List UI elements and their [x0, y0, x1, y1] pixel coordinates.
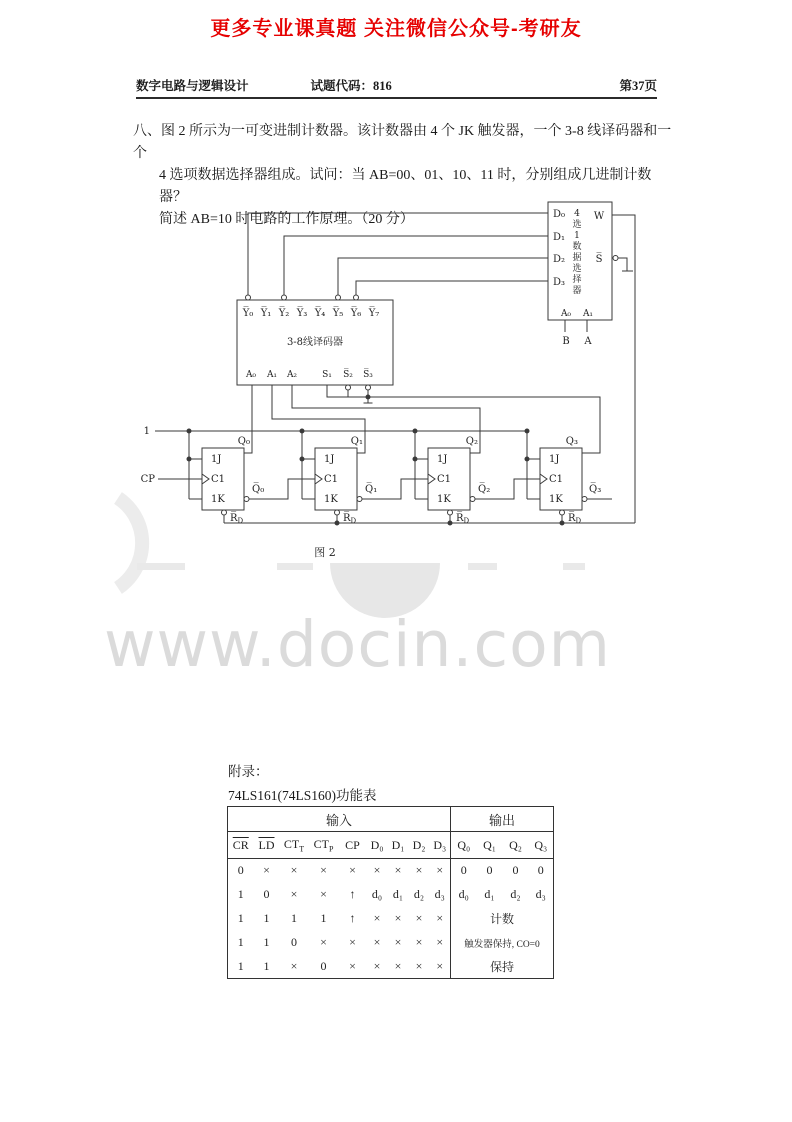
ff2-k-label: 1K — [324, 494, 338, 505]
ff2-j-label: 1J — [324, 454, 335, 465]
col-d1: D₁ — [388, 832, 409, 859]
ff-rd-sub: D — [350, 517, 357, 525]
selector-name-char: 器 — [572, 286, 582, 296]
decoder-a2-label: A₂ — [286, 370, 298, 380]
cell: × — [436, 863, 444, 878]
decoder-y2-label: Y̅₂ — [278, 308, 290, 319]
q3-bar-label: Q̅₃ — [589, 484, 602, 495]
cell: 0 — [291, 935, 297, 949]
col-q1: Q₁ — [477, 832, 503, 859]
appendix-heading — [228, 760, 377, 804]
cell: × — [394, 863, 402, 878]
selector-input-d0-label: D₀ — [553, 209, 566, 220]
function-table — [227, 806, 554, 979]
ff1-k-label: 1K — [211, 494, 225, 505]
cr-label: $\overline{CR}$ — [232, 837, 249, 852]
ff4-c-label: C1 — [549, 474, 564, 485]
ff-rd-base: R̅ — [343, 513, 351, 524]
ld-label: $\overline{LD}$ — [258, 837, 275, 852]
table-row — [228, 907, 554, 931]
selector-addr-a0-label: A₀ — [560, 309, 572, 319]
cell: × — [290, 863, 298, 878]
selector-output-w-label: W — [593, 211, 605, 222]
cell: × — [349, 935, 356, 949]
ff4-rd-label — [568, 512, 582, 525]
decoder-y5-label: Y̅₅ — [332, 308, 344, 319]
selector-name-char: 选 — [572, 220, 582, 230]
header-course-title: 数字电路与逻辑设计 — [136, 79, 249, 93]
cell: 1 — [237, 887, 244, 901]
cell: 0 — [537, 863, 544, 878]
ff1-j-label: 1J — [211, 454, 222, 465]
cell: d₁ — [484, 887, 495, 901]
cell: × — [290, 887, 298, 901]
decoder-y3-label: Y̅₃ — [296, 308, 308, 319]
q1-label: Q₁ — [350, 436, 363, 447]
cell: d₃ — [535, 887, 546, 901]
decoder-y7-label: Y̅₇ — [368, 308, 380, 319]
cell: 1 — [263, 958, 270, 973]
q0-label: Q₀ — [237, 436, 250, 447]
cell: × — [349, 958, 356, 973]
cell: ↑ — [349, 911, 356, 925]
header-page-number: 第37页 — [619, 79, 657, 93]
promo-banner: 更多专业课真题 关注微信公众号-考研友 — [210, 18, 582, 40]
selector-name-char: 1 — [574, 231, 580, 241]
cell: × — [349, 863, 356, 878]
cell: 1 — [263, 911, 270, 925]
table-group-output: 输出 — [451, 807, 554, 832]
cell: 0 — [237, 863, 244, 878]
table-row — [228, 955, 554, 979]
cell: × — [436, 935, 444, 949]
cell: × — [394, 911, 402, 925]
selector-addr-a1-label: A₁ — [582, 309, 594, 319]
ff-rd-base: R̅ — [568, 513, 576, 524]
appendix-title: 附录： — [228, 764, 269, 779]
cell: × — [415, 911, 423, 925]
ff-rd-sub: D — [463, 517, 470, 525]
cell: 1 — [291, 911, 297, 925]
decoder-s1-label: S₁ — [322, 370, 332, 380]
ff3-rd-label — [456, 512, 470, 525]
cell: 1 — [237, 935, 244, 949]
ctt-sub: T — [299, 844, 305, 854]
cp-label: CP — [140, 474, 155, 485]
cell: × — [373, 958, 381, 973]
cell: × — [373, 911, 381, 925]
input-b-label: B — [562, 336, 570, 347]
question-line-2: 4 选项数据选择器组成。试问：当 AB=00、01、10、11 时，分别组成几进制计数器？ — [159, 168, 652, 205]
cell-merged: 触发器保持, CO=0 — [451, 931, 554, 955]
cell: × — [263, 863, 270, 878]
col-d3: D₃ — [430, 832, 451, 859]
cell: × — [320, 887, 327, 901]
constant-one-label: 1 — [143, 426, 150, 437]
decoder-y4-label: Y̅₄ — [314, 308, 326, 319]
cell: 0 — [263, 887, 270, 901]
cell: × — [394, 935, 402, 949]
selector-name-char: 4 — [574, 209, 580, 219]
table-row — [228, 883, 554, 907]
ff4-k-label: 1K — [549, 494, 563, 505]
cell: d₂ — [510, 887, 521, 901]
question-line-3: 简述 AB=10 时电路的工作原理。（20 分） — [159, 212, 414, 227]
q0-bar-label: Q̅₀ — [252, 484, 265, 495]
cell: × — [415, 958, 423, 973]
cell: d₂ — [413, 887, 425, 901]
cell: 0 — [320, 958, 327, 973]
col-d2: D₂ — [409, 832, 430, 859]
decoder-y0-label: Y̅₀ — [242, 308, 254, 319]
cell: d₀ — [371, 887, 383, 901]
ff3-c-label: C1 — [437, 474, 452, 485]
cell: × — [415, 863, 423, 878]
cell: × — [415, 935, 423, 949]
ff3-j-label: 1J — [437, 454, 448, 465]
selector-input-d1-label: D₁ — [553, 232, 566, 243]
table-row — [228, 931, 554, 955]
col-d0: D₀ — [367, 832, 388, 859]
selector-name-char: 择 — [572, 275, 582, 285]
ff-rd-sub: D — [237, 517, 244, 525]
cell: 0 — [451, 859, 477, 883]
watermark-text: www.docin.com — [104, 608, 612, 681]
decoder-a1-label: A₁ — [266, 370, 278, 380]
q2-bar-label: Q̅₂ — [478, 484, 491, 495]
cell-merged: 保持 — [451, 955, 554, 979]
header-exam-code: 试题代码：816 — [310, 79, 392, 93]
cell: × — [290, 958, 298, 973]
ff-rd-base: R̅ — [230, 513, 238, 524]
ff2-c-label: C1 — [324, 474, 339, 485]
cell: × — [436, 958, 444, 973]
decoder-s2-label: S̅₂ — [343, 370, 353, 380]
ff-rd-base: R̅ — [456, 513, 464, 524]
cell: × — [320, 935, 327, 949]
appendix-subtitle: 74LS161(74LS160)功能表 — [228, 788, 377, 803]
col-ctp — [309, 832, 339, 859]
cell: d₃ — [434, 887, 445, 901]
decoder-name-label: 3-8线译码器 — [286, 337, 344, 348]
ctp-sub: P — [328, 844, 334, 854]
cell: × — [373, 935, 381, 949]
q2-label: Q₂ — [465, 436, 478, 447]
cell: 1 — [237, 958, 244, 973]
cell: 1 — [263, 935, 270, 949]
cell: × — [436, 911, 444, 925]
q3-label: Q₃ — [565, 436, 578, 447]
selector-input-d2-label: D₂ — [553, 254, 566, 265]
ff3-k-label: 1K — [437, 494, 451, 505]
cell: × — [373, 863, 381, 878]
decoder-s3-label: S̅₃ — [363, 370, 373, 380]
selector-name-char: 据 — [572, 253, 582, 263]
cell: 0 — [512, 863, 519, 878]
selector-enable-label: S̅ — [595, 254, 603, 265]
cell: d₀ — [451, 883, 477, 907]
cell: 1 — [237, 911, 244, 925]
col-q0: Q₀ — [451, 832, 477, 859]
decoder-y6-label: Y̅₆ — [350, 308, 362, 319]
cell: × — [394, 958, 402, 973]
decoder-y1-label: Y̅₁ — [260, 308, 272, 319]
table-group-input: 输入 — [228, 807, 451, 832]
ff1-c-label: C1 — [211, 474, 226, 485]
ff1-rd-label — [230, 512, 244, 525]
col-cr — [228, 832, 254, 859]
decoder-a0-label: A₀ — [245, 370, 257, 380]
question-line-1: 八、图 2 所示为一可变进制计数器。该计数器由 4 个 JK 触发器，一个 3-8 线译码器和一个 — [133, 124, 672, 161]
col-q2: Q₂ — [503, 832, 529, 859]
q1-bar-label: Q̅₁ — [365, 484, 378, 495]
table-row — [228, 859, 554, 883]
figure-caption: 图 2 — [314, 546, 336, 559]
cell: × — [320, 863, 327, 878]
col-q3: Q₃ — [529, 832, 554, 859]
col-ld — [254, 832, 280, 859]
input-a-label: A — [584, 336, 592, 347]
col-ctt — [280, 832, 309, 859]
cell: d₁ — [392, 887, 404, 901]
selector-name-char: 数 — [572, 242, 582, 252]
selector-input-d3-label: D₃ — [553, 277, 566, 288]
col-cp: CP — [339, 832, 367, 859]
ff-rd-sub: D — [575, 517, 582, 525]
ff2-rd-label — [343, 512, 357, 525]
cell: 1 — [320, 911, 327, 925]
ff4-j-label: 1J — [549, 454, 560, 465]
ctp-base: CT — [313, 836, 329, 851]
cell-merged: 计数 — [451, 907, 554, 931]
ctt-base: CT — [283, 836, 300, 851]
selector-name-char: 选 — [572, 264, 582, 274]
cell: 0 — [486, 863, 493, 878]
cell: ↑ — [349, 887, 356, 901]
